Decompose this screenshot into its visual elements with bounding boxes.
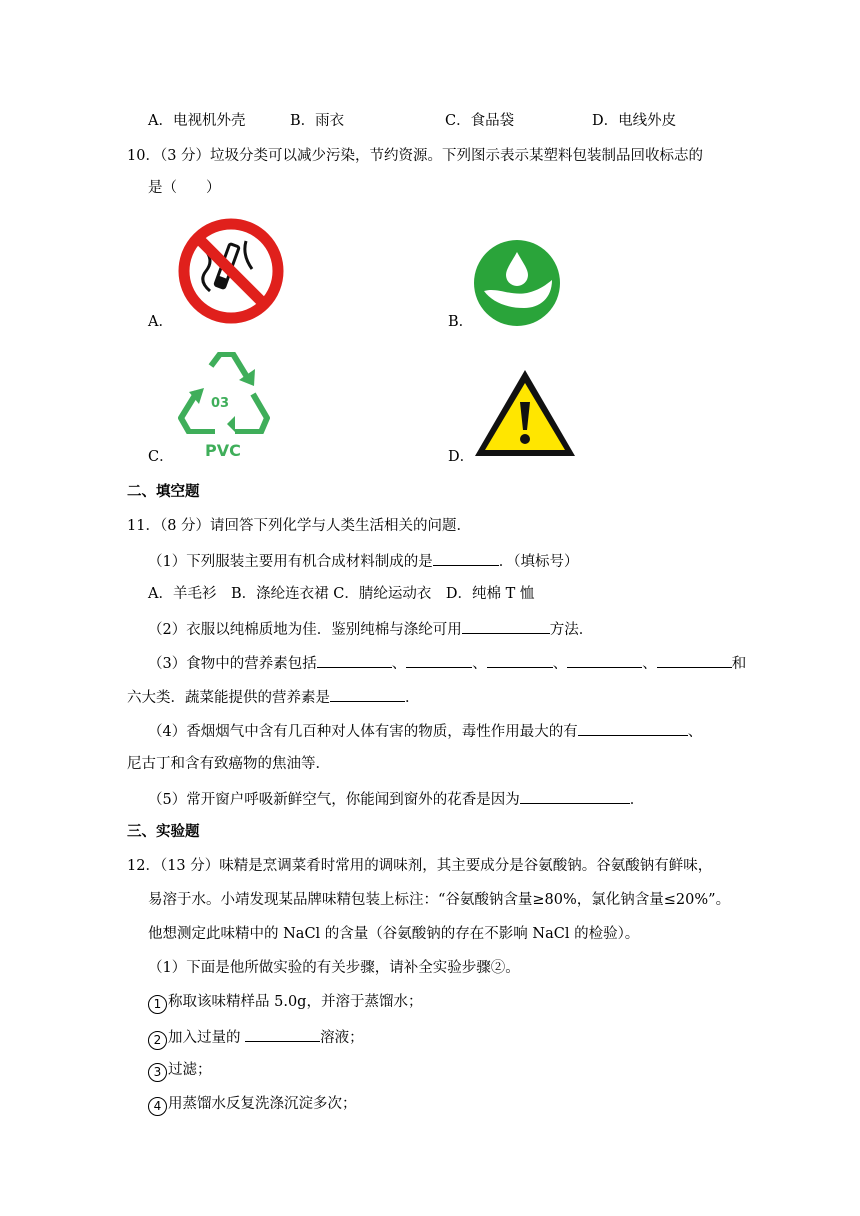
recycle-material-label: PVC xyxy=(205,441,241,460)
recycle-pvc-sign-icon xyxy=(175,352,275,434)
q11-part3-and: 和 xyxy=(731,656,747,672)
step-number: 4 xyxy=(148,1097,167,1116)
q11-part3-line2 xyxy=(127,686,420,708)
q11-part4-suffix: 、 xyxy=(687,724,703,740)
section-2-title: 二、填空题 xyxy=(127,484,200,500)
q12-step3 xyxy=(148,1060,212,1082)
q10-stem-line1: 10．（3 分）垃圾分类可以减少污染，节约资源。下列图示表示某塑料包装制品回收标志的 xyxy=(127,148,704,164)
answer-blank[interactable] xyxy=(578,720,688,736)
q11-part2-suffix: 方法． xyxy=(549,622,594,638)
answer-blank[interactable] xyxy=(567,652,642,668)
q11-part1-options: A．羊毛衫 B．涤纶连衣裙 C．腈纶运动衣 D．纯棉 T 恤 xyxy=(148,586,535,602)
q11-part1 xyxy=(148,550,578,572)
q12-step1-text: 称取该味精样品 5.0g，并溶于蒸馏水； xyxy=(168,994,423,1010)
q11-part1-text: （1）下列服装主要用有机合成材料制成的是 xyxy=(148,554,433,570)
q11-part3-line2-suffix: ． xyxy=(405,690,420,706)
section-3-title: 三、实验题 xyxy=(127,824,200,840)
q12-step2-text: 加入过量的 xyxy=(168,1030,246,1046)
q11-part3-text: （3）食物中的营养素包括 xyxy=(148,656,317,672)
q11-stem: 11．（8 分）请回答下列化学与人类生活相关的问题． xyxy=(127,518,472,534)
q12-step3-text: 过滤； xyxy=(168,1062,212,1078)
q11-part3 xyxy=(148,652,746,674)
q10-option-a-label: A． xyxy=(148,314,173,330)
q10-option-c-label: C． xyxy=(148,449,174,465)
q12-line3: 他想测定此味精中的 NaCl 的含量（谷氨酸钠的存在不影响 NaCl 的检验）。 xyxy=(148,926,640,942)
q12-step2 xyxy=(148,1026,364,1050)
answer-blank[interactable] xyxy=(487,652,553,668)
q11-part2 xyxy=(148,618,593,640)
warning-triangle-icon xyxy=(472,367,578,459)
q12-part1: （1）下面是他所做实验的有关步骤，请补全实验步骤②。 xyxy=(148,960,520,976)
q9-option-a: A．电视机外壳 xyxy=(148,113,246,129)
step-number: 3 xyxy=(148,1063,167,1082)
answer-blank[interactable] xyxy=(520,788,630,804)
no-smoking-sign-icon xyxy=(176,216,286,326)
answer-blank[interactable] xyxy=(462,618,550,634)
q11-part4-text: （4）香烟烟气中含有几百种对人体有害的物质，毒性作用最大的有 xyxy=(148,724,578,740)
separator: 、 xyxy=(391,656,407,672)
answer-blank[interactable] xyxy=(317,652,392,668)
q12-step1 xyxy=(148,992,422,1014)
q11-part5-suffix: ． xyxy=(629,792,645,808)
q12-step2-suffix: 溶液； xyxy=(320,1030,364,1046)
q9-option-d: D．电线外皮 xyxy=(592,113,677,129)
separator: 、 xyxy=(552,656,568,672)
q12-line2: 易溶于水。小靖发现某品牌味精包装上标注：“谷氨酸钠含量≥80%，氯化钠含量≤20%”。 xyxy=(148,892,731,908)
q12-step4 xyxy=(148,1094,357,1116)
q11-part4-line2: 尼古丁和含有致癌物的焦油等． xyxy=(127,756,330,772)
answer-blank[interactable] xyxy=(406,652,472,668)
q9-option-b: B．雨衣 xyxy=(290,113,345,129)
q10-stem-line2: 是（ ） xyxy=(148,180,221,196)
answer-blank[interactable] xyxy=(245,1026,320,1042)
step-number: 2 xyxy=(148,1031,167,1050)
q11-part5-text: （5）常开窗户呼吸新鲜空气，你能闻到窗外的花香是因为 xyxy=(148,792,520,808)
q10-option-b-label: B． xyxy=(448,314,474,330)
q12-line1: 12．（13 分）味精是烹调菜肴时常用的调味剂，其主要成分是谷氨酸钠。谷氨酸钠有鲜味， xyxy=(127,858,713,874)
q11-part1-suffix: ．（填标号） xyxy=(498,554,579,570)
answer-blank[interactable] xyxy=(433,550,499,566)
separator: 、 xyxy=(472,656,487,672)
answer-blank[interactable] xyxy=(330,686,405,702)
step-number: 1 xyxy=(148,995,167,1014)
q11-part5 xyxy=(148,788,644,810)
q9-option-c: C．食品袋 xyxy=(445,113,515,129)
q11-part4 xyxy=(148,720,702,742)
water-saving-sign-icon xyxy=(472,238,562,328)
q11-part2-text: （2）衣服以纯棉质地为佳．鉴别纯棉与涤纶可用 xyxy=(148,622,462,638)
separator: 、 xyxy=(642,656,657,672)
q9-options-row xyxy=(148,111,676,131)
q11-part3-line2-text: 六大类．蔬菜能提供的营养素是 xyxy=(127,690,330,706)
answer-blank[interactable] xyxy=(657,652,732,668)
q12-step4-text: 用蒸馏水反复洗涤沉淀多次； xyxy=(168,1096,357,1112)
recycle-code: 03 xyxy=(211,396,230,411)
q10-option-d-label: D． xyxy=(448,449,475,465)
